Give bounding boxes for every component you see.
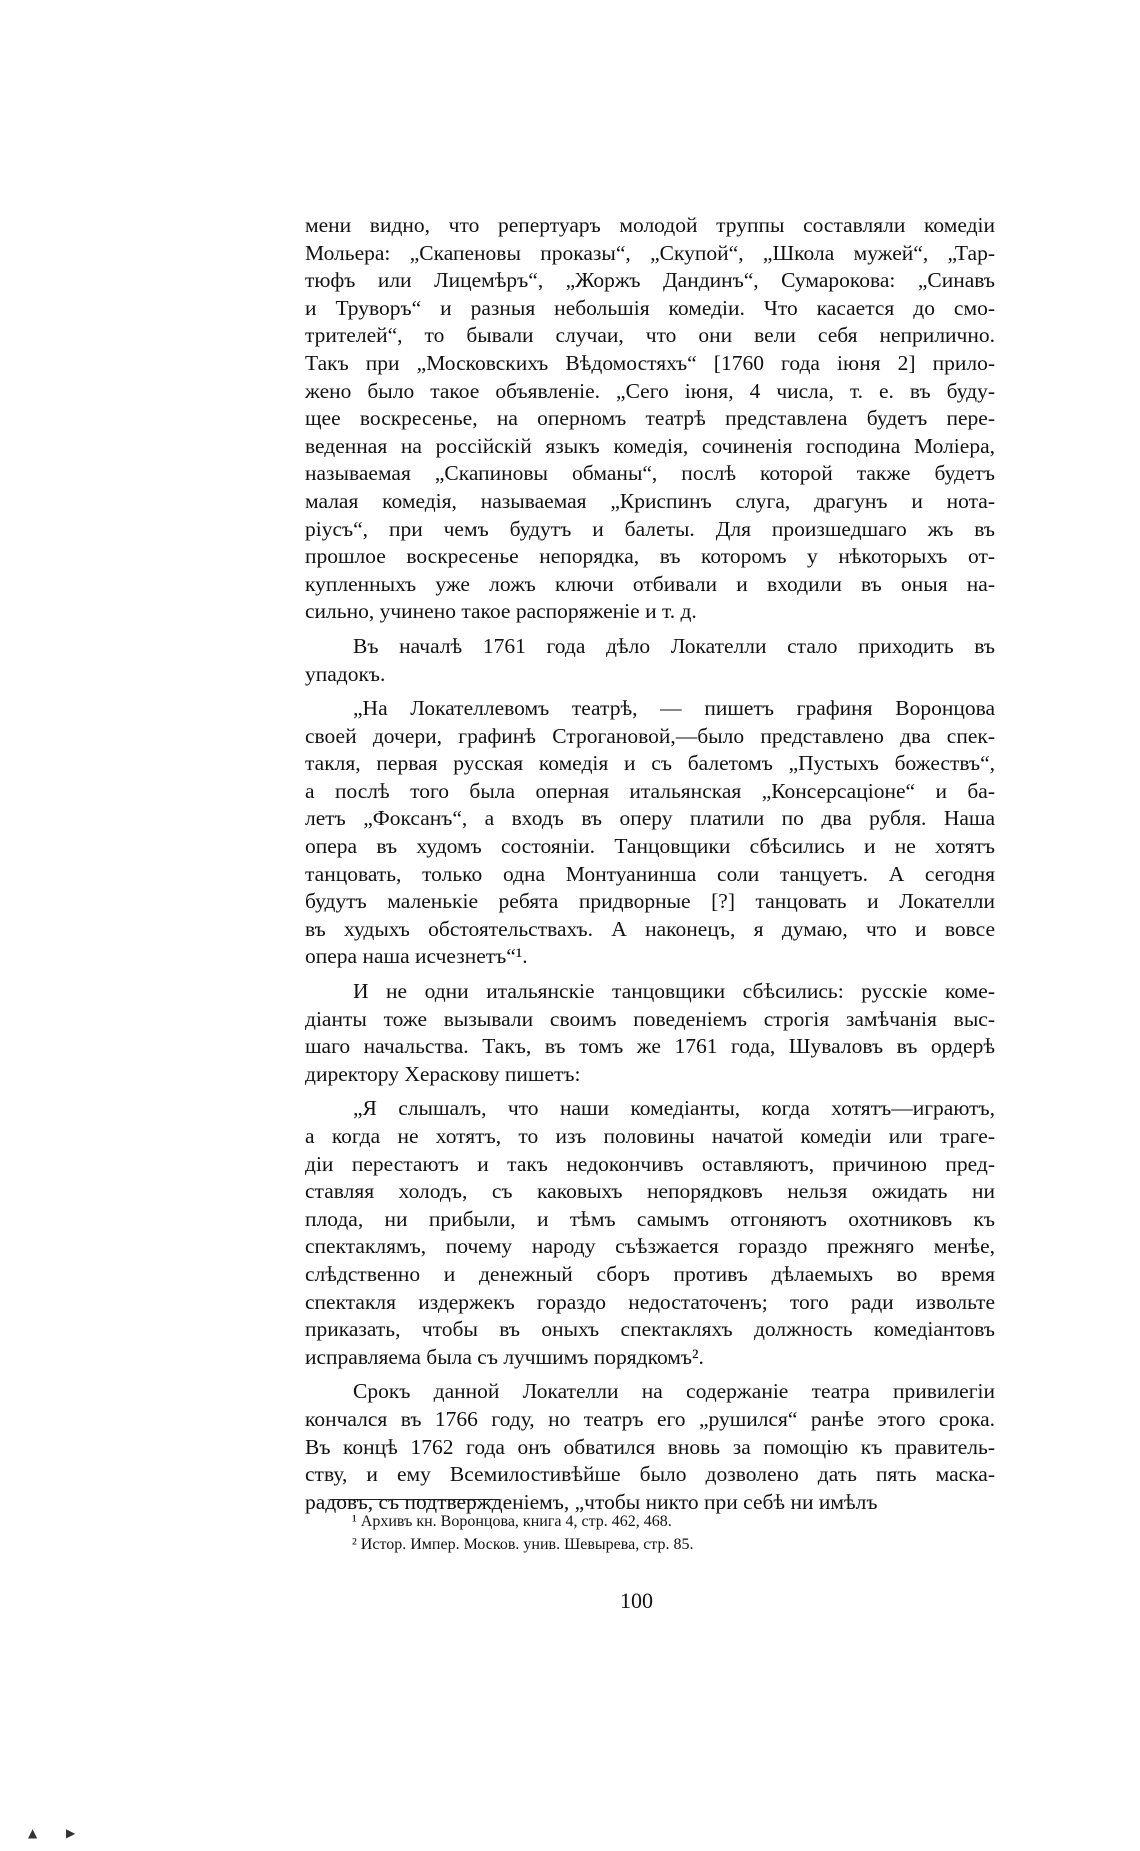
text-line: ству, и ему Всемилостивѣйше было дозволено дать пять маска- [305, 1462, 995, 1487]
text-line: будутъ маленькіе ребята придворные [?] танцовать и Локателли [305, 889, 995, 914]
text-line: малая комедія, называемая „Криспинъ слуга, драгунъ и нота- [305, 488, 995, 513]
text-line: своей дочери, графинѣ Строгановой,—было представлено два спек- [305, 723, 995, 748]
text-line: приказать, чтобы въ оныхъ спектакляхъ должность комедіантовъ [305, 1317, 995, 1342]
page-number: 100 [620, 1588, 653, 1613]
scan-artifact-right: ▶ [66, 1826, 76, 1840]
paragraph [305, 633, 995, 688]
text-line: Такъ при „Московскихъ Вѣдомостяхъ“ [1760 года іюня 2] прило- [305, 350, 995, 375]
text-line: И не одни итальянскіе танцовщики сбѣсились: русскіе коме- [353, 979, 995, 1004]
text-line: „На Локателлевомъ театрѣ, — пишетъ графиня Воронцова [353, 696, 995, 721]
text-line: кончался въ 1766 году, но театръ его „рушился“ ранѣе этого срока. [305, 1406, 995, 1431]
text-line: радовъ, съ подтвержденіемъ, „чтобы никто при себѣ ни имѣлъ [305, 1489, 878, 1514]
footnote-1: ¹ Архивъ кн. Воронцова, книга 4, стр. 462, 468. [352, 1513, 672, 1530]
text-line: слѣдственно и денежный сборъ противъ дѣлаемыхъ во время [305, 1261, 995, 1286]
paragraph [305, 1095, 995, 1371]
text-line: спектакля издержекъ гораздо недостаточенъ; того ради извольте [305, 1289, 995, 1314]
text-line: исправляема была съ лучшимъ порядкомъ². [305, 1344, 704, 1369]
text-line: „Я слышалъ, что наши комедіанты, когда хотятъ—играютъ, [353, 1096, 995, 1121]
paragraph [305, 695, 995, 971]
text-line: опера наша исчезнетъ“¹. [305, 944, 528, 969]
text-line: опера въ худомъ состояніи. Танцовщики сбѣсились и не хотятъ [305, 834, 995, 859]
text-line: директору Хераскову пишетъ: [305, 1061, 581, 1086]
text-line: летъ „Фоксанъ“, а входъ въ оперу платили по два рубля. Наша [305, 806, 995, 831]
text-line: трителей“, то бывали случаи, что они вели себя неприлично. [305, 323, 995, 348]
text-line: ріусъ“, при чемъ будутъ и балеты. Для произшедшаго жъ въ [305, 516, 995, 541]
text-line: такля, первая русская комедія и съ балетомъ „Пустыхъ божествъ“, [305, 751, 995, 776]
text-line: плода, ни прибыли, и тѣмъ самымъ отгоняютъ охотниковъ къ [305, 1206, 995, 1231]
text-line: въ худыхъ обстоятельствахъ. А наконецъ, я думаю, что и вовсе [305, 916, 995, 941]
page-body [305, 212, 995, 1523]
text-line: Въ концѣ 1762 года онъ обватился вновь за помощію къ правитель- [305, 1434, 995, 1459]
text-line: жено было такое объявленіе. „Сего іюня, 4 числа, т. е. въ буду- [305, 378, 995, 403]
text-line: Въ началѣ 1761 года дѣло Локателли стало приходить въ [353, 633, 995, 658]
paragraph [305, 212, 995, 626]
text-line: прошлое воскресенье непорядка, въ которомъ у нѣкоторыхъ от- [305, 544, 995, 569]
text-line: называемая „Скапиновы обманы“, послѣ которой также будетъ [305, 461, 995, 486]
text-line: а послѣ того была оперная итальянская „Консерсаціоне“ и ба- [305, 778, 995, 803]
footnote-divider [330, 1499, 500, 1500]
text-line: упадокъ. [305, 661, 386, 686]
text-line: діанты тоже вызывали своимъ поведеніемъ строгія замѣчанія выс- [305, 1006, 995, 1031]
text-line: шаго начальства. Такъ, въ томъ же 1761 года, Шуваловъ въ ордерѣ [305, 1034, 995, 1059]
text-line: а когда не хотятъ, то изъ половины начатой комедіи или траге- [305, 1124, 995, 1148]
text-line: танцовать, только одна Монтуанинша соли танцуетъ. А сегодня [305, 861, 995, 886]
text-line: сильно, учинено такое распоряженіе и т. д. [305, 599, 697, 624]
text-line: Срокъ данной Локателли на содержаніе театра привилегіи [353, 1379, 995, 1404]
text-line: мени видно, что репертуаръ молодой труппы составляли комедіи [305, 213, 995, 237]
text-line: діи перестаютъ и такъ недокончивъ оставляютъ, причиною пред- [305, 1151, 995, 1176]
scan-artifact-left: ▲ [28, 1826, 38, 1840]
paragraph [305, 978, 995, 1088]
text-line: купленныхъ уже ложъ ключи отбивали и входили въ оныя на- [305, 571, 995, 596]
text-line: ставляя холодъ, съ каковыхъ непорядковъ нельзя ожидать ни [305, 1179, 995, 1204]
text-line: веденная на россійскій языкъ комедія, сочиненія господина Моліера, [305, 433, 995, 458]
text-line: щее воскресенье, на оперномъ театрѣ представлена будетъ пере- [305, 406, 995, 431]
paragraph [305, 1378, 995, 1516]
text-line: и Труворъ“ и разныя небольшія комедіи. Что касается до смо- [305, 295, 995, 320]
footnotes [352, 1510, 693, 1556]
text-line: тюфъ или Лицемѣръ“, „Жоржъ Дандинъ“, Сумарокова: „Синавъ [305, 268, 995, 293]
text-line: спектаклямъ, почему народу съѣзжается гораздо прежняго менѣе, [305, 1234, 995, 1259]
text-line: Мольера: „Скапеновы проказы“, „Скупой“, „Школа мужей“, „Тар- [305, 240, 995, 265]
footnote-2: ² Истор. Импер. Москов. унив. Шевырева, стр. 85. [352, 1536, 694, 1553]
